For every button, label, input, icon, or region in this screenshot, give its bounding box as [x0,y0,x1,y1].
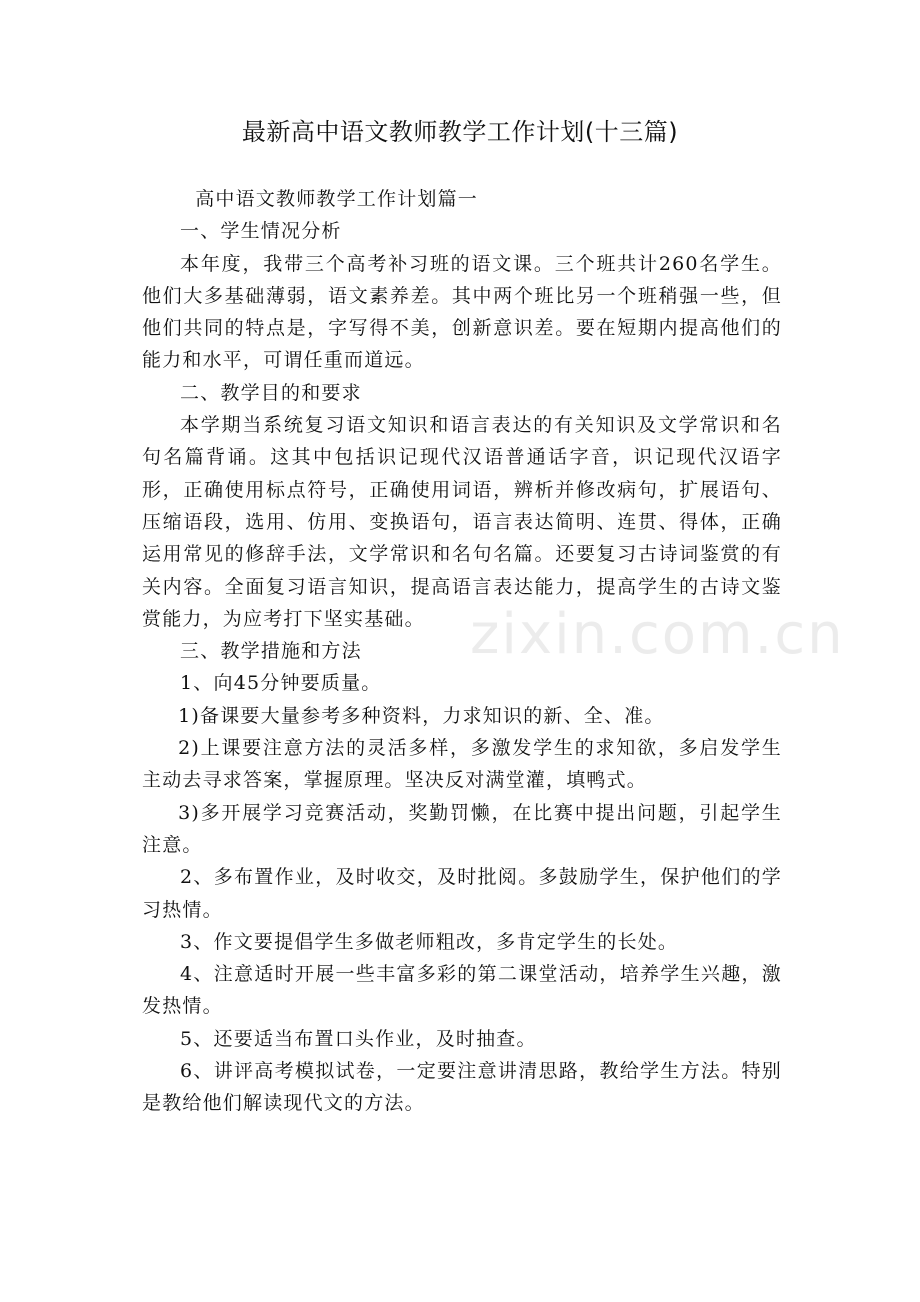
paragraph: 3、作文要提倡学生多做老师粗改，多肯定学生的长处。 [180,930,679,953]
watermark: zixin.com.cn [470,602,845,667]
paragraph: 本年度，我带三个高考补习班的语文课。三个班共计260名学生。他们大多基础薄弱，语文素养差。其中两个班比另一个班稍强一些，但他们共同的特点是，字写得不美，创新意识差。要在短期内提高他们的能力和水平，可谓任重而道远。 [142,252,782,372]
paragraph: 5、还要适当布置口头作业，及时抽查。 [180,1027,537,1050]
document-body [142,183,782,1120]
paragraph: 3)多开展学习竞赛活动，奖勤罚懒，在比赛中提出问题，引起学生注意。 [142,801,782,856]
paragraph: 一、学生情况分析 [180,220,342,243]
paragraph: 1)备课要大量参考多种资料，力求知识的新、全、准。 [178,704,665,727]
paragraph: 2、多布置作业，及时收交，及时批阅。多鼓励学生，保护他们的学习热情。 [142,866,782,921]
paragraph: 本学期当系统复习语文知识和语言表达的有关知识及文学常识和名句名篇背诵。这其中包括识记现代汉语普通话字音，识记现代汉语字形，正确使用标点符号，正确使用词语，辨析并修改病句，扩展语句、压缩语段，选用、仿用、变换语句，语言表达简明、连贯、得体，正确运用常见的修辞手法，文学常识和名句名篇。还要复习古诗词鉴赏的有关内容。全面复习语言知识，提高语言表达能力，提高学生的古诗文鉴赏能力，为应考打下坚实基础。 [142,414,782,630]
paragraph: 三、教学措施和方法 [180,640,362,663]
paragraph: 4、注意适时开展一些丰富多彩的第二课堂活动，培养学生兴趣，激发热情。 [142,963,782,1018]
paragraph: 1、向45分钟要质量。 [180,672,382,695]
paragraph: 6、讲评高考模拟试卷，一定要注意讲清思路，教给学生方法。特别是教给他们解读现代文的方法。 [142,1060,782,1115]
document-title: 最新高中语文教师教学工作计划(十三篇) [241,118,679,146]
paragraph: 2)上课要注意方法的灵活多样，多激发学生的求知欲，多启发学生主动去寻求答案，掌握原理。坚决反对满堂灌，填鸭式。 [142,737,782,792]
paragraph: 二、教学目的和要求 [180,381,362,404]
section-heading: 高中语文教师教学工作计划篇一 [195,188,478,210]
